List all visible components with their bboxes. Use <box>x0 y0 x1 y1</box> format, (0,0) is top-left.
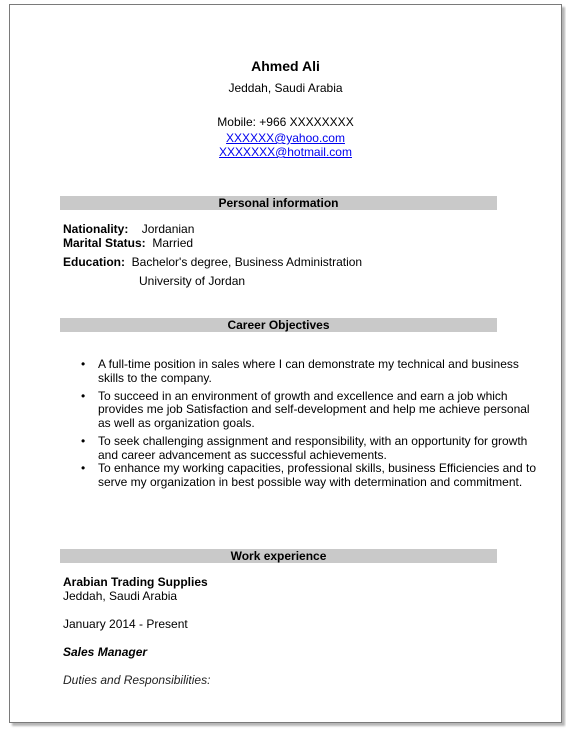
section-personal-information: Personal information <box>60 196 497 210</box>
list-item: • To seek challenging assignment and responsibility, with an opportunity for growth and career advancement as successful achievements. <box>98 435 538 462</box>
nationality-row <box>63 222 194 236</box>
marital-status-value: Married <box>152 236 194 250</box>
duties-label: Duties and Responsibilities: <box>63 673 211 687</box>
marital-status-row <box>63 236 193 250</box>
job-title: Sales Manager <box>63 645 148 659</box>
company-name: Arabian Trading Supplies <box>63 575 208 589</box>
section-career-objectives: Career Objectives <box>60 318 497 332</box>
email-hotmail-wrapper <box>10 143 561 161</box>
company-location: Jeddah, Saudi Arabia <box>63 589 178 603</box>
section-work-experience: Work experience <box>60 549 497 563</box>
marital-status-label: Marital Status: <box>63 236 146 250</box>
education-value: Bachelor's degree, Business Administration <box>131 255 363 269</box>
employment-dates: January 2014 - Present <box>63 617 188 631</box>
list-item: • To succeed in an environment of growth and excellence and earn a job which provides me job Satisfaction and self-development and help me achieve personal as well as organization goals. <box>98 390 538 431</box>
mobile-number: Mobile: +966 XXXXXXXX <box>217 115 354 129</box>
list-item: • To enhance my working capacities, professional skills, business Efficiencies and to serve my organization in best possible way with determination and commitment. <box>98 462 538 489</box>
resume-page <box>9 4 562 723</box>
list-item: • A full-time position in sales where I can demonstrate my technical and business skills to the company. <box>98 358 538 385</box>
nationality-value: Jordanian <box>141 222 195 236</box>
education-label: Education: <box>63 255 125 269</box>
career-objectives-list <box>63 358 538 494</box>
candidate-location: Jeddah, Saudi Arabia <box>228 81 343 95</box>
email-hotmail-link[interactable]: XXXXXXX@hotmail.com <box>219 145 352 159</box>
nationality-label: Nationality: <box>63 222 129 236</box>
email-yahoo-link[interactable]: XXXXXX@yahoo.com <box>226 131 345 145</box>
university-name: University of Jordan <box>139 274 246 288</box>
candidate-name: Ahmed Ali <box>251 58 320 74</box>
education-row <box>63 255 362 269</box>
